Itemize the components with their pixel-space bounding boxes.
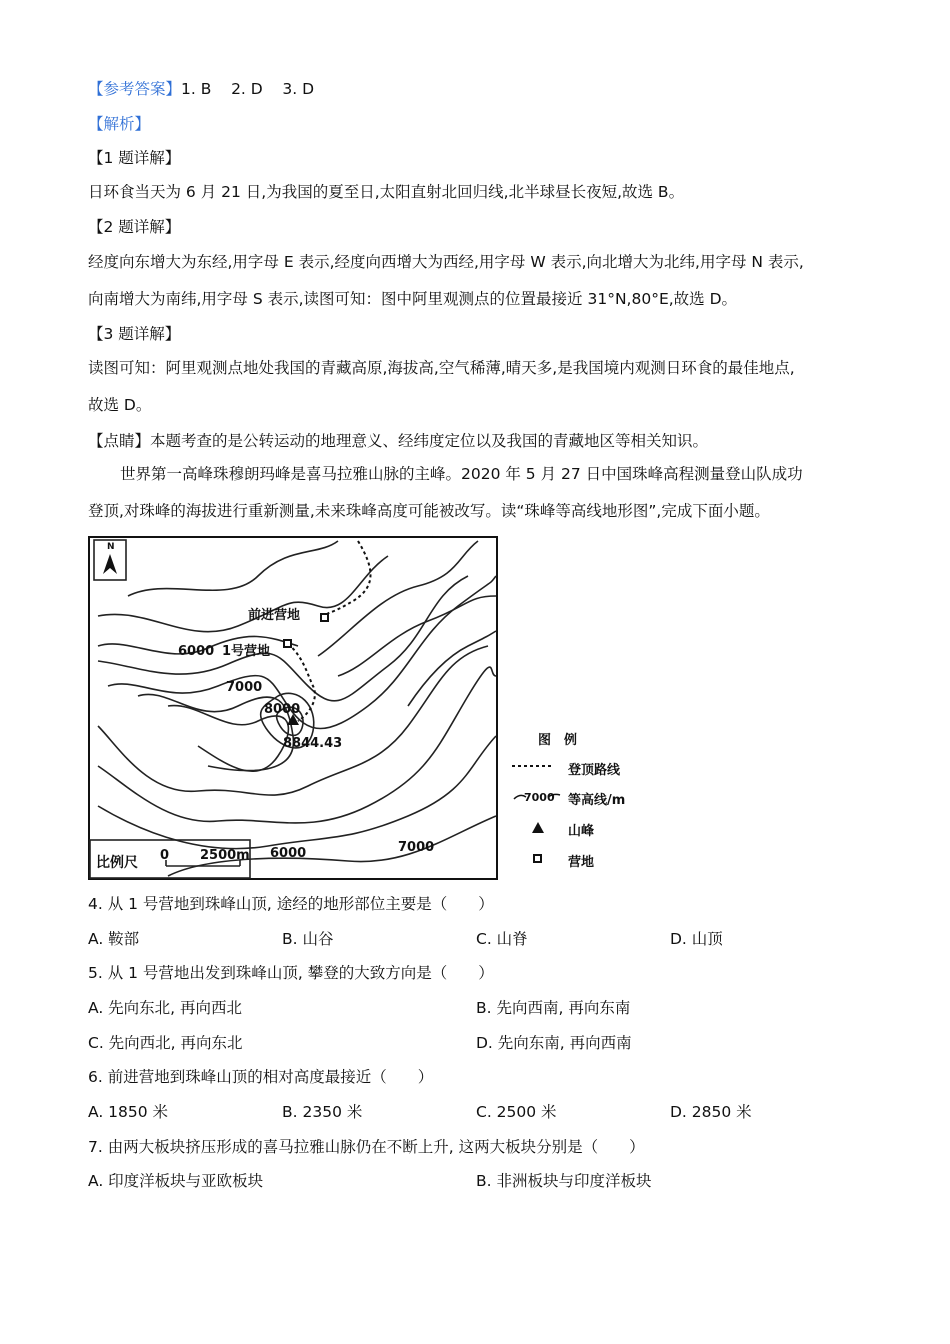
map-legend [512,727,642,870]
advance-camp-label: 前进营地 [248,608,301,623]
question-6-option-b[interactable]: B. 2350 米 [282,1103,363,1121]
question-4-option-a[interactable]: A. 鞍部 [88,930,140,948]
question-5-option-b[interactable]: B. 先向西南, 再向东南 [476,999,631,1017]
answer-line [88,82,314,98]
dianjing-tag: 【点睛】 [88,432,151,450]
question-7-option-b[interactable]: B. 非洲板块与印度洋板块 [476,1172,652,1190]
legend-title: 图 例 [538,733,578,748]
question-6-option-c[interactable]: C. 2500 米 [476,1103,557,1121]
legend-contour-label: 等高线/m [568,793,626,808]
question-4-option-b[interactable]: B. 山谷 [282,930,334,948]
intro-line-1: 世界第一高峰珠穆朗玛峰是喜马拉雅山脉的主峰。2020 年 5 月 27 日中国珠峰高程测量登山队成功 [120,465,803,483]
question-5-stem: 5. 从 1 号营地出发到珠峰山顶, 攀登的大致方向是（ ） [88,964,494,982]
question-4-option-d[interactable]: D. 山顶 [670,930,723,948]
q2-head: 【2 题详解】 [88,218,181,236]
legend-camp-symbol [534,855,541,862]
question-5-option-c[interactable]: C. 先向西北, 再向东北 [88,1034,243,1052]
q2-body-2: 向南增大为南纬,用字母 S 表示,读图可知：图中阿里观测点的位置最接近 31°N,80°E,故选 D。 [88,290,738,308]
question-5-option-a[interactable]: A. 先向东北, 再向西北 [88,999,243,1017]
legend-camp-label: 营地 [568,855,595,870]
q2-body-1: 经度向东增大为东经,用字母 E 表示,经度向西增大为西经,用字母 W 表示,向北增大为北纬,用字母 N 表示, [88,253,804,271]
dianjing-text: 本题考查的是公转运动的地理意义、经纬度定位以及我国的青藏地区等相关知识。 [150,432,709,450]
legend-route-label: 登顶路线 [568,763,621,778]
legend-contour-value: 7000 [524,791,555,804]
question-6-stem: 6. 前进营地到珠峰山顶的相对高度最接近（ ） [88,1068,434,1086]
north-label: N [107,542,115,552]
peak-height-label: 8844.43 [283,736,343,751]
camp1-label: 1号营地 [222,644,271,659]
contour-label-8000: 8000 [264,702,301,717]
q3-body-1: 读图可知：阿里观测点地处我国的青藏高原,海拔高,空气稀薄,晴天多,是我国境内观测日环食的最佳地点, [88,359,795,377]
contour-label-7000: 7000 [226,680,263,695]
camp1-marker [284,640,291,647]
q3-body-2: 故选 D。 [88,396,152,414]
question-6-option-a[interactable]: A. 1850 米 [88,1103,169,1121]
contour-label-6000-south: 6000 [270,846,307,861]
question-6-option-d[interactable]: D. 2850 米 [670,1103,752,1121]
intro-line-2: 登顶,对珠峰的海拔进行重新测量,未来珠峰高度可能被改写。读“珠峰等高线地形图”,完成下面小题。 [88,502,770,520]
question-5-option-d[interactable]: D. 先向东南, 再向西南 [476,1034,632,1052]
q3-head: 【3 题详解】 [88,325,181,343]
q1-body: 日环食当天为 6 月 21 日,为我国的夏至日,太阳直射北回归线,北半球昼长夜短,故选 B。 [88,183,685,201]
contour-label-6000: 6000 [178,644,215,659]
analysis-tag: 【解析】 [88,115,151,133]
answer-tag: 【参考答案】 [88,80,182,98]
scale-zero: 0 [160,848,170,863]
legend-peak-label: 山峰 [568,824,595,839]
question-4-option-c[interactable]: C. 山脊 [476,930,528,948]
dianjing-line [88,434,708,450]
answer-text: 1. B 2. D 3. D [181,80,315,98]
question-7-option-a[interactable]: A. 印度洋板块与亚欧板块 [88,1172,264,1190]
contour-label-7000-south: 7000 [398,840,435,855]
legend-peak-symbol [532,822,544,833]
scale-distance: 2500m [200,848,250,863]
q1-head: 【1 题详解】 [88,149,181,167]
contour-map [88,536,498,880]
question-7-stem: 7. 由两大板块挤压形成的喜马拉雅山脉仍在不断上升, 这两大板块分别是（ ） [88,1138,645,1156]
advance-camp-marker [321,614,328,621]
question-4-stem: 4. 从 1 号营地到珠峰山顶, 途经的地形部位主要是（ ） [88,895,494,913]
scale-label: 比例尺 [96,855,138,871]
